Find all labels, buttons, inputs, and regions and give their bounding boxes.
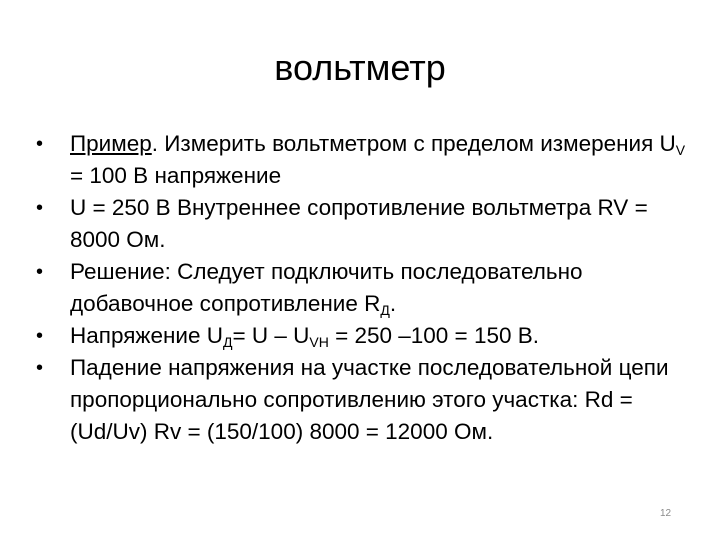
bullet-text: = U – U bbox=[232, 323, 310, 348]
bullet-text: U = 250 В Внутреннее сопротивление вольтметра RV = 8000 Ом. bbox=[70, 195, 648, 252]
subscript: Д bbox=[222, 334, 233, 350]
bullet-text: Падение напряжения на участке последовательной цепи пропорционально сопротивлению этого участка: Rd = (Ud/Uv) Rv = (150/100) 8000 = 12000 Ом. bbox=[70, 355, 669, 444]
list-item bbox=[36, 256, 696, 320]
bullet-icon: • bbox=[36, 325, 44, 347]
bullet-text: Напряжение U bbox=[70, 323, 223, 348]
list-item bbox=[36, 320, 696, 352]
page-number: 12 bbox=[660, 508, 672, 519]
list-item bbox=[36, 352, 696, 448]
slide-title: вольтметр bbox=[274, 47, 446, 88]
bullet-list bbox=[36, 128, 696, 448]
subscript: V bbox=[675, 142, 686, 158]
subscript: Д bbox=[380, 302, 390, 318]
example-link[interactable]: Пример bbox=[70, 131, 152, 156]
list-item bbox=[36, 128, 696, 192]
bullet-text: Решение: Следует подключить последовательно добавочное сопротивление R bbox=[70, 259, 583, 316]
bullet-text: = 250 –100 = 150 В. bbox=[328, 323, 539, 348]
bullet-icon: • bbox=[36, 357, 44, 379]
list-item bbox=[36, 192, 696, 256]
bullet-icon: • bbox=[36, 197, 44, 219]
bullet-icon: • bbox=[36, 133, 44, 155]
subscript: VН bbox=[309, 334, 329, 350]
bullet-icon: • bbox=[36, 261, 44, 283]
bullet-text: . bbox=[389, 291, 397, 316]
bullet-text: . Измерить вольтметром с пределом измерения U bbox=[151, 131, 676, 156]
bullet-text: = 100 В напряжение bbox=[70, 163, 282, 188]
